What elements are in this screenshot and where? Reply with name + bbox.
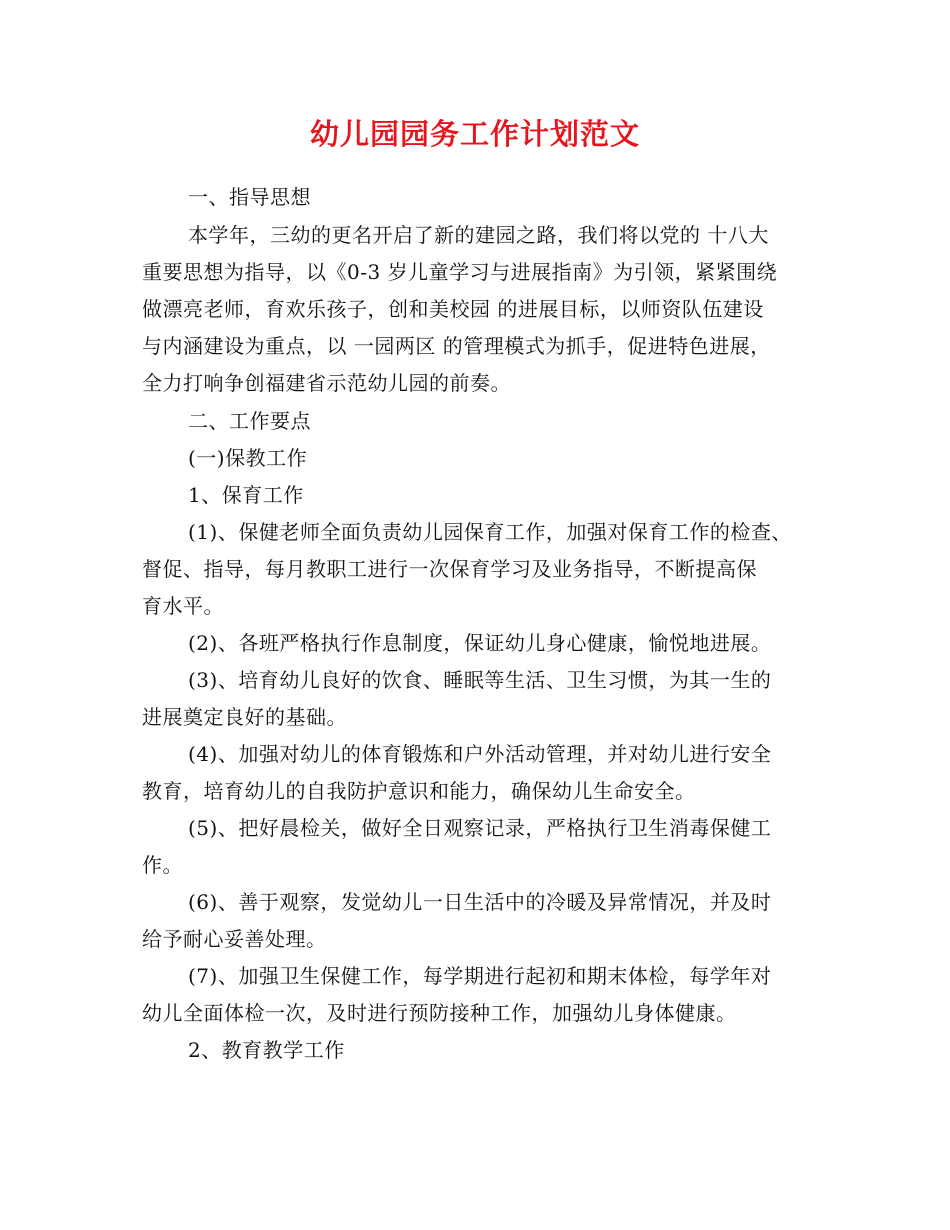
list-item-line: (5)、把好晨检关，做好全日观察记录，严格执行卫生消毒保健工 <box>188 816 772 840</box>
list-item-line: (4)、加强对幼儿的体育锻炼和户外活动管理，并对幼儿进行安全 <box>188 742 772 766</box>
list-item-line: (6)、善于观察，发觉幼儿一日生活中的冷暖及异常情况，并及时 <box>188 890 772 914</box>
list-item-line: 作。 <box>142 853 183 877</box>
list-item-line: (2)、各班严格执行作息制度，保证幼儿身心健康，愉悦地进展。 <box>188 631 772 655</box>
document-title: 幼儿园园务工作计划范文 <box>309 117 640 151</box>
list-item-line: (3)、培育幼儿良好的饮食、睡眠等生活、卫生习惯，为其一生的 <box>188 668 772 692</box>
paragraph-line: 全力打响争创福建省示范幼儿园的前奏。 <box>142 371 511 395</box>
item-heading-teaching-work: 2、教育教学工作 <box>188 1038 345 1062</box>
section-heading-guiding-ideology: 一、指导思想 <box>188 185 311 209</box>
list-item-line: 教育，培育幼儿的自我防护意识和能力，确保幼儿生命安全。 <box>142 779 696 803</box>
paragraph-line: 做漂亮老师，育欢乐孩子，创和美校园 的进展目标，以师资队伍建设 <box>142 297 764 321</box>
paragraph-line: 本学年，三幼的更名开启了新的建园之路，我们将以党的 十八大 <box>188 223 769 247</box>
subsection-heading-care-education: (一)保教工作 <box>188 446 308 470</box>
list-item-line: 督促、指导，每月教职工进行一次保育学习及业务指导，不断提高保 <box>142 557 757 581</box>
item-heading-nursing-work: 1、保育工作 <box>188 483 304 507</box>
paragraph-line: 重要思想为指导，以《0-3 岁儿童学习与进展指南》为引领，紧紧围绕 <box>142 260 778 284</box>
list-item-line: (1)、保健老师全面负责幼儿园保育工作，加强对保育工作的检查、 <box>188 520 792 544</box>
list-item-line: 育水平。 <box>142 594 224 618</box>
list-item-line: (7)、加强卫生保健工作，每学期进行起初和期末体检，每学年对 <box>188 964 772 988</box>
paragraph-line: 与内涵建设为重点，以 一园两区 的管理模式为抓手，促进特色进展， <box>142 334 771 358</box>
list-item-line: 进展奠定良好的基础。 <box>142 705 347 729</box>
section-heading-work-points: 二、工作要点 <box>188 409 311 433</box>
list-item-line: 幼儿全面体检一次，及时进行预防接种工作，加强幼儿身体健康。 <box>142 1001 737 1025</box>
list-item-line: 给予耐心妥善处理。 <box>142 927 327 951</box>
